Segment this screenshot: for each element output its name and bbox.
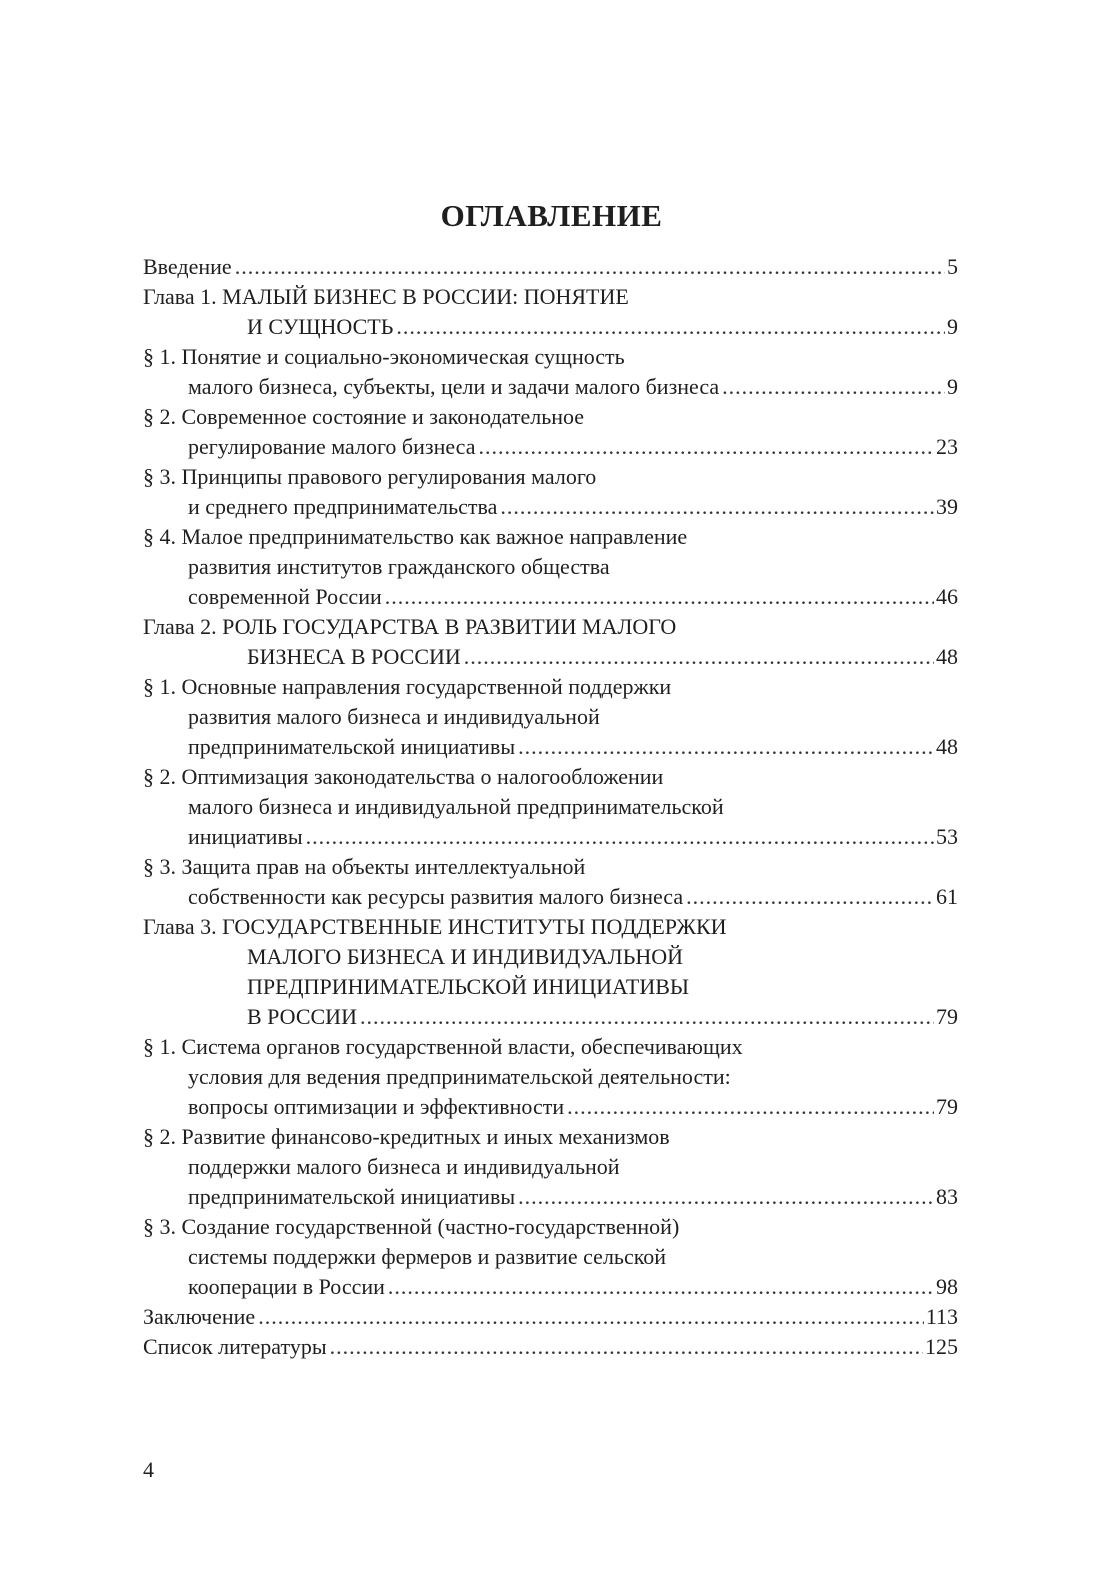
toc-page-number: 9 — [947, 314, 958, 339]
toc-entry-text: БИЗНЕСА В РОССИИ — [247, 644, 461, 669]
dot-leader — [567, 1092, 934, 1122]
toc-entry-text: предпринимательской инициативы — [188, 1184, 516, 1209]
toc-page-number: 83 — [936, 1184, 958, 1209]
toc-entry-text: И СУЩНОСТЬ — [247, 314, 394, 339]
toc-page-number: 9 — [947, 374, 958, 399]
dot-leader — [396, 312, 945, 342]
toc-entry-text: малого бизнеса, субъекты, цели и задачи малого бизнеса — [188, 374, 720, 399]
toc-entry-text: § 2. Развитие финансово-кредитных и иных механизмов — [143, 1124, 670, 1149]
toc-entry-section-2-1[interactable] — [143, 672, 958, 762]
toc-entry-text: Заключение — [143, 1304, 256, 1329]
toc-entry-text: § 3. Принципы правового регулирования малого — [143, 464, 597, 489]
toc-entry-chapter-3[interactable] — [143, 912, 958, 1032]
toc-entry-chapter-1[interactable] — [143, 282, 958, 342]
dot-leader — [330, 1332, 923, 1362]
toc-entry-text: § 1. Понятие и социально-экономическая сущность — [143, 344, 625, 369]
toc-page-number: 5 — [947, 254, 958, 279]
toc-title: ОГЛАВЛЕНИЕ — [440, 198, 663, 233]
dot-leader — [500, 492, 934, 522]
toc-entry-text: современной России — [188, 584, 382, 609]
page-number: 4 — [143, 1457, 154, 1482]
toc-page-number: 61 — [936, 884, 958, 909]
toc-entry-text: малого бизнеса и индивидуальной предпринимательской — [188, 794, 724, 819]
toc-entry-text: Список литературы — [143, 1334, 327, 1359]
dot-leader — [258, 1302, 924, 1332]
toc-entry-text: поддержки малого бизнеса и индивидуальной — [188, 1154, 620, 1179]
toc-page-number: 53 — [936, 824, 958, 849]
toc-entry-text: регулирование малого бизнеса — [188, 434, 476, 459]
toc-entry-text: развития институтов гражданского общества — [188, 554, 610, 579]
toc-entry-text: собственности как ресурсы развития малого бизнеса — [188, 884, 684, 909]
toc-entry-section-1-3[interactable] — [143, 462, 958, 522]
toc-entry-text: § 1. Система органов государственной власти, обеспечивающих — [143, 1034, 743, 1059]
toc-entry-text: кооперации в России — [188, 1274, 385, 1299]
toc-entry-text: предпринимательской инициативы — [188, 734, 516, 759]
dot-leader — [464, 642, 934, 672]
toc-entry-text: § 3. Защита прав на объекты интеллектуальной — [143, 854, 586, 879]
toc-entry-text: Введение — [143, 254, 232, 279]
toc-entry-section-1-2[interactable] — [143, 402, 958, 462]
toc-page-number: 113 — [925, 1304, 958, 1329]
dot-leader — [722, 372, 945, 402]
toc-entry-section-1-4[interactable] — [143, 522, 958, 612]
toc-entry-conclusion[interactable] — [143, 1302, 958, 1332]
toc-entry-text: инициативы — [188, 824, 303, 849]
toc-entry-text: Глава 2. РОЛЬ ГОСУДАРСТВА В РАЗВИТИИ МАЛОГО — [143, 614, 677, 639]
dot-leader — [360, 1002, 934, 1032]
dot-leader — [518, 1182, 934, 1212]
toc-entry-text: системы поддержки фермеров и развитие сельской — [188, 1244, 667, 1269]
toc-entry-text: § 4. Малое предпринимательство как важное направление — [143, 524, 688, 549]
toc-page-number: 48 — [936, 734, 958, 759]
dot-leader — [686, 882, 934, 912]
dot-leader — [518, 732, 934, 762]
table-of-contents — [143, 252, 958, 1362]
toc-entry-introduction[interactable] — [143, 252, 958, 282]
dot-leader — [388, 1272, 934, 1302]
dot-leader — [385, 582, 934, 612]
toc-entry-text: § 1. Основные направления государственной поддержки — [143, 674, 672, 699]
toc-page-number: 39 — [936, 494, 958, 519]
toc-entry-text: § 3. Создание государственной (частно-государственной) — [143, 1214, 680, 1239]
toc-page-number: 46 — [936, 584, 958, 609]
toc-entry-text: § 2. Оптимизация законодательства о налогообложении — [143, 764, 664, 789]
toc-entry-text: развития малого бизнеса и индивидуальной — [188, 704, 600, 729]
toc-entry-text: Глава 1. МАЛЫЙ БИЗНЕС В РОССИИ: ПОНЯТИЕ — [143, 284, 629, 309]
toc-entry-section-2-3[interactable] — [143, 852, 958, 912]
toc-entry-section-3-1[interactable] — [143, 1032, 958, 1122]
dot-leader — [306, 822, 934, 852]
toc-page-number: 79 — [936, 1004, 958, 1029]
toc-page-number: 48 — [936, 644, 958, 669]
toc-entry-text: ПРЕДПРИНИМАТЕЛЬСКОЙ ИНИЦИАТИВЫ — [247, 974, 690, 999]
toc-entry-section-1-1[interactable] — [143, 342, 958, 402]
toc-entry-text: Глава 3. ГОСУДАРСТВЕННЫЕ ИНСТИТУТЫ ПОДДЕРЖКИ — [143, 914, 727, 939]
toc-entry-bibliography[interactable] — [143, 1332, 958, 1362]
toc-entry-text: условия для ведения предпринимательской деятельности: — [188, 1064, 731, 1089]
toc-entry-section-2-2[interactable] — [143, 762, 958, 852]
toc-entry-section-3-2[interactable] — [143, 1122, 958, 1212]
toc-entry-text: вопросы оптимизации и эффективности — [188, 1094, 565, 1119]
toc-entry-text: В РОССИИ — [247, 1004, 357, 1029]
toc-entry-text: § 2. Современное состояние и законодательное — [143, 404, 585, 429]
dot-leader — [235, 252, 945, 282]
dot-leader — [478, 432, 934, 462]
toc-page-number: 79 — [936, 1094, 958, 1119]
toc-page-number: 23 — [936, 434, 958, 459]
toc-entry-chapter-2[interactable] — [143, 612, 958, 672]
toc-entry-text: МАЛОГО БИЗНЕСА И ИНДИВИДУАЛЬНОЙ — [247, 944, 684, 969]
toc-entry-section-3-3[interactable] — [143, 1212, 958, 1302]
toc-entry-text: и среднего предпринимательства — [188, 494, 498, 519]
toc-page-number: 98 — [936, 1274, 958, 1299]
toc-page-number: 125 — [925, 1334, 958, 1359]
